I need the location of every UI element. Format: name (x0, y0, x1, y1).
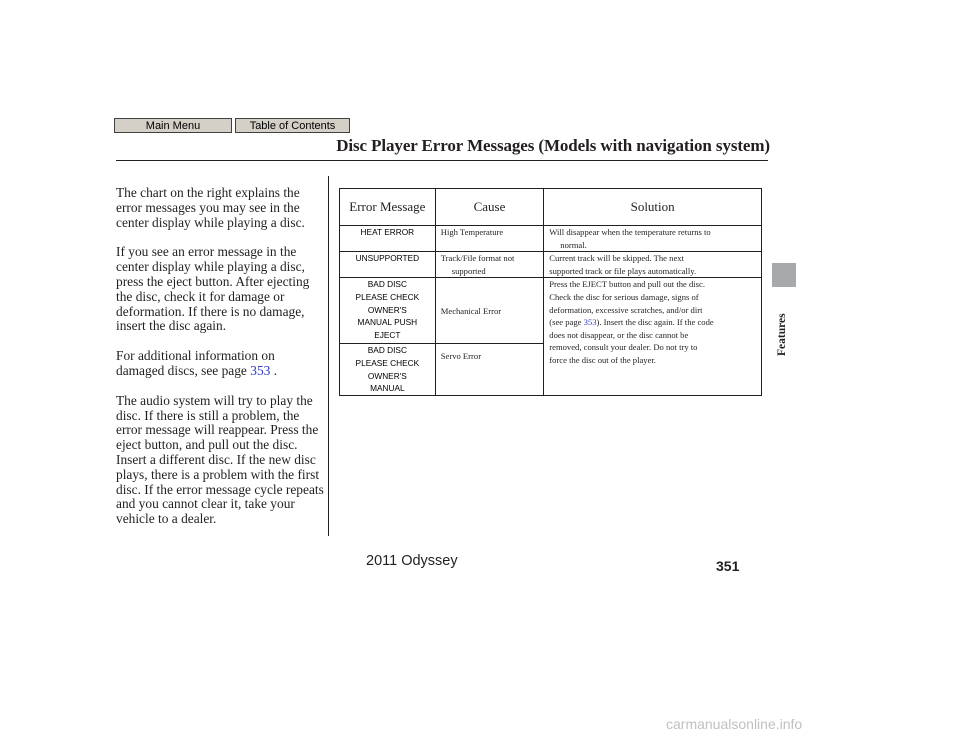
solution-cell (544, 226, 762, 252)
solution-line: Press the EJECT button and pull out the disc. (549, 279, 705, 290)
error-code-text: BAD DISC (367, 279, 407, 290)
paragraph-error-action: If you see an error message in the center display while playing a disc, press the eject button. After ejecting the disc, check it for damage or deformation. If there is no damage, insert the disc again. (116, 244, 310, 334)
additional-info-text: For additional information on damaged discs, see page (116, 348, 275, 378)
cause-cell (435, 344, 544, 396)
table-header-row (340, 189, 762, 226)
solution-line: does not disappear, or the disc cannot be (549, 329, 689, 340)
main-menu-button[interactable]: Main Menu (114, 118, 232, 133)
table-of-contents-button[interactable]: Table of Contents (235, 118, 350, 133)
error-unsupported (340, 252, 436, 278)
shared-solution-cell (544, 278, 762, 396)
error-heat (340, 226, 436, 252)
column-divider (328, 176, 329, 536)
solution-line: supported track or file plays automatically. (549, 265, 697, 276)
title-rule (116, 160, 768, 161)
error-code-text: OWNER'S (367, 370, 407, 381)
error-code-text: HEAT ERROR (360, 227, 415, 237)
footer-model-name: 2011 Odyssey (366, 553, 458, 569)
additional-info-end: . (273, 362, 278, 378)
solution-text: ). Insert the disc again. If the code (596, 317, 714, 328)
solution-line: normal. (560, 239, 587, 250)
solution-line: removed, consult your dealer. Do not try to (549, 342, 698, 353)
page-number: 351 (716, 558, 740, 574)
solution-text: (see page (549, 317, 584, 328)
error-code-text: OWNER'S (367, 304, 407, 315)
page-link-353[interactable]: 353 (250, 362, 271, 378)
table-row (340, 278, 762, 344)
paragraph-retry: The audio system will try to play the disc. If there is still a problem, the error message will reappear. Press the eject button, and pull out the disc. Insert a different disc. If the new disc plays, there is a problem with the first disc. If the error message cycle repeats and you cannot clear it, take your vehicle to a dealer. (116, 392, 324, 527)
solution-cell (544, 252, 762, 278)
table-row (340, 252, 762, 278)
solution-line: Check the disc for serious damage, signs of (549, 291, 699, 302)
cause-cell (435, 226, 544, 252)
header-cause: Cause (435, 189, 544, 226)
section-tab-label: Features (776, 313, 788, 356)
cause-text: High Temperature (440, 227, 504, 237)
watermark: carmanualsonline.info (666, 716, 803, 732)
page-link-353-table[interactable]: 353 (583, 317, 597, 328)
error-code-text: MANUAL PUSH (357, 317, 418, 328)
paragraph-intro: The chart on the right explains the error messages you may see in the center display while playing a disc. (116, 185, 305, 230)
error-bad-disc-eject (340, 278, 436, 344)
error-code-text: UNSUPPORTED (355, 253, 420, 264)
error-code-text: PLEASE CHECK (355, 357, 420, 368)
left-column-text (116, 186, 326, 542)
page-title: Disc Player Error Messages (Models with navigation system) (336, 136, 770, 155)
solution-line: Will disappear when the temperature returns to (549, 227, 711, 237)
header-solution: Solution (544, 189, 762, 226)
error-message-table (339, 188, 762, 396)
cause-text: Track/File format not (440, 253, 515, 264)
solution-line: deformation, excessive scratches, and/or dirt (549, 304, 703, 315)
paragraph-additional-info (116, 349, 326, 379)
header-error-message: Error Message (340, 189, 436, 226)
cause-cell (435, 278, 544, 344)
cause-cell (435, 252, 544, 278)
solution-line: Current track will be skipped. The next (549, 253, 684, 264)
error-code-text: PLEASE CHECK (355, 291, 420, 302)
solution-line: force the disc out of the player. (549, 354, 656, 365)
cause-text: Servo Error (440, 351, 482, 362)
error-code-text: EJECT (374, 329, 401, 340)
table-row (340, 226, 762, 252)
cause-text: Mechanical Error (440, 305, 502, 316)
solution-line-with-link (549, 316, 758, 329)
error-bad-disc (340, 344, 436, 396)
section-tab-marker (772, 263, 796, 287)
error-code-text: MANUAL (370, 383, 405, 394)
error-code-text: BAD DISC (367, 345, 407, 356)
cause-text: supported (451, 265, 486, 276)
